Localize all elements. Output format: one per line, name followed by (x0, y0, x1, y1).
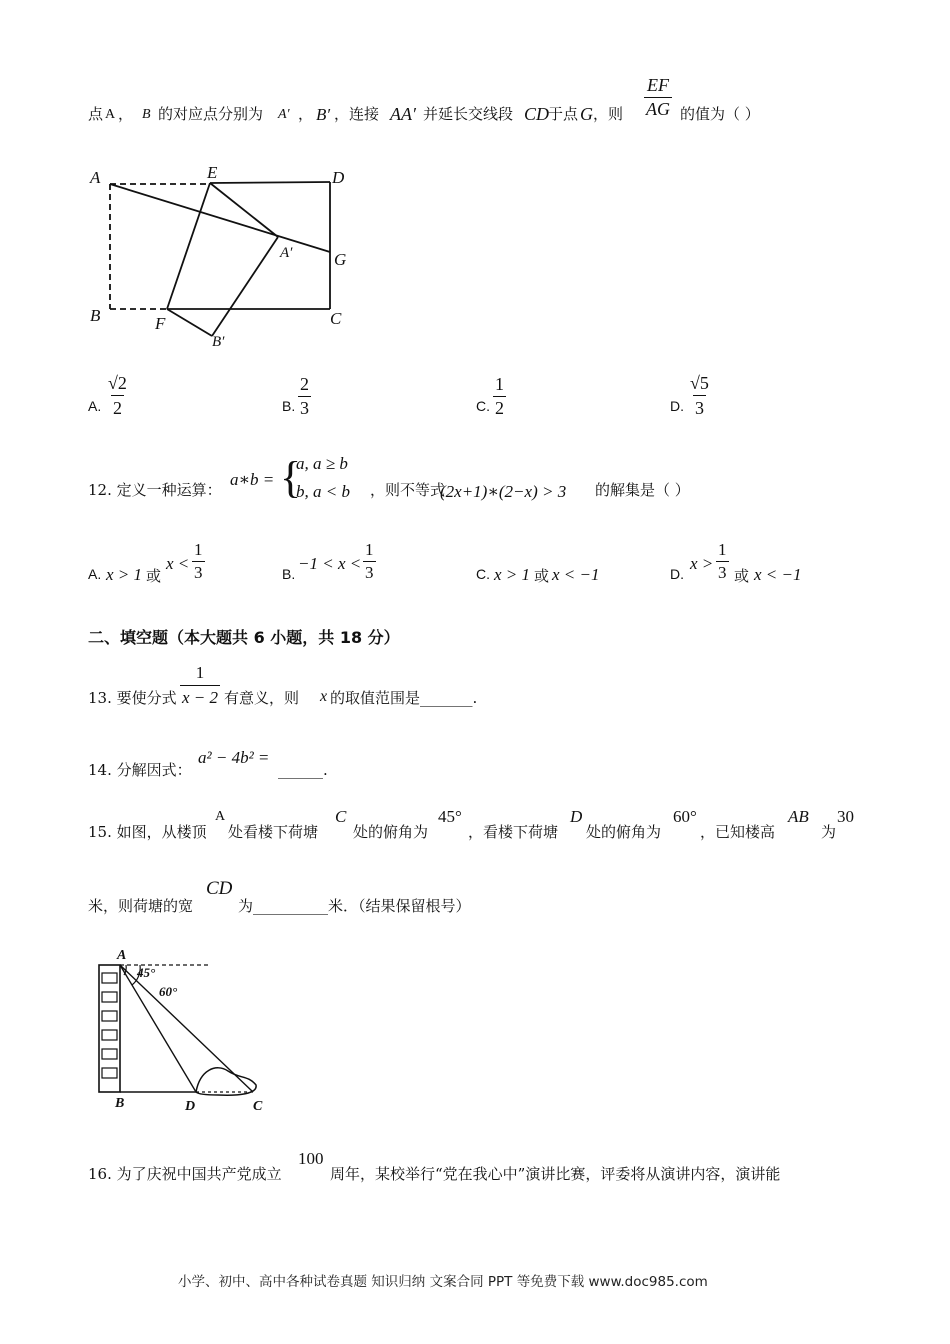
q11-option-a-frac (106, 371, 129, 420)
q12-case-2: b, a < b (296, 482, 350, 501)
q15-text-4: ，看楼下荷塘 (468, 823, 559, 841)
q15-angle-45: 45° (438, 807, 462, 826)
q14-stem (88, 745, 488, 785)
q11-fraction-num: EF (647, 75, 669, 95)
q15-text-5: 处的俯角为 (586, 823, 662, 841)
q12-prefix: 12. 定义一种运算： (88, 481, 222, 499)
q12-option-d[interactable] (670, 537, 840, 589)
q12-option-b-den: 3 (365, 563, 374, 582)
q15-window (102, 1068, 117, 1078)
q12-option-d-text1: x > (690, 554, 714, 573)
q14-suffix: ______. (278, 761, 328, 779)
q15-figure (88, 945, 278, 1117)
q11-option-d-den: 3 (693, 395, 706, 420)
q12-option-a-or: 或 (146, 567, 162, 585)
q11-fig-label-d: D (332, 168, 345, 187)
q12-suffix: 的解集是（ ） (595, 481, 690, 499)
q12-option-b-frac (363, 539, 376, 584)
section-heading: 二、填空题（本大题共 6 小题，共 18 分） (88, 628, 400, 647)
q15-fig-label-a: A (117, 948, 127, 963)
q11-fraction-ef-ag (644, 74, 672, 121)
q15-text-2: 处看楼下荷塘 (228, 823, 319, 841)
q12-option-d-frac (716, 539, 729, 584)
q13-fraction (180, 661, 220, 710)
q11-fig-label-f: F (155, 314, 166, 333)
q11-option-b-den: 3 (300, 398, 309, 418)
q11-edge-ea1 (210, 183, 278, 237)
q12-option-b-text1: −1 < x < (298, 554, 362, 573)
q12-option-c-text1: x > 1 (494, 565, 531, 584)
q11-text-2: 的对应点分别为 (158, 105, 264, 123)
q11-option-b-frac (298, 373, 311, 420)
q15-fig-label-b: B (115, 1096, 125, 1111)
q15-fig-label-c: C (253, 1099, 263, 1114)
q11-text-4: 并延长交线段 (423, 105, 514, 123)
q15-point-c: C (335, 807, 347, 826)
q12-option-a-text1: x > 1 (106, 565, 143, 584)
q15-segment-ab: AB (788, 807, 809, 826)
q11-point-b1: B′ (316, 105, 331, 124)
q15-point-d: D (570, 807, 583, 826)
q16-text-2: 周年，某校举行“党在我心中”演讲比赛，评委将从演讲内容，演讲能 (330, 1165, 781, 1183)
q15-angle-60: 60° (673, 807, 697, 826)
q12-option-a[interactable] (88, 537, 258, 589)
q12-option-c-or: 或 (534, 567, 550, 585)
q13-var: x (320, 688, 328, 705)
q15-text-6: ，已知楼高 (700, 823, 776, 841)
q12-option-c-label: C. (476, 566, 490, 582)
q11-edge-fb1 (167, 309, 212, 336)
q12-option-a-text2: x < (166, 554, 190, 573)
q11-fig-label-a1: A′ (280, 245, 293, 261)
q11-option-a-num: √2 (108, 373, 127, 393)
q13-suffix: 的取值范围是_______. (330, 689, 478, 707)
q11-option-d-frac (688, 371, 711, 420)
q15-stem-line-2 (88, 878, 688, 918)
q12-case-1: a, a ≥ b (296, 454, 348, 473)
q15-stem-line-1 (88, 805, 868, 845)
q11-point-a1: A′ (278, 107, 290, 122)
q12-option-d-num: 1 (718, 540, 727, 559)
q12-option-a-den: 3 (194, 563, 203, 582)
q11-edge-a1b1 (212, 237, 278, 336)
q15-fig-label-45: 45° (137, 965, 156, 980)
q11-figure (85, 160, 365, 355)
q12-option-a-num: 1 (194, 540, 203, 559)
q15-point-a: A (215, 809, 226, 824)
q12-option-d-label: D. (670, 566, 684, 582)
q12-expression: (2x+1)∗(2−x) > 3 (440, 482, 567, 501)
q11-fraction-den: AG (646, 99, 670, 119)
q15-height: 30 (837, 807, 854, 826)
q11-option-c-den: 2 (495, 398, 504, 418)
q16-stem (88, 1148, 868, 1188)
q11-option-d-label: D. (670, 398, 684, 414)
q11-point-b: B (142, 107, 151, 122)
q15-window (102, 1030, 117, 1040)
q11-option-c-num: 1 (495, 374, 504, 394)
q15-window (102, 973, 117, 983)
q15-text-3: 处的俯角为 (353, 823, 429, 841)
q16-text-1: 16. 为了庆祝中国共产党成立 (88, 1165, 282, 1183)
q12-option-d-or: 或 (734, 567, 750, 585)
q15-segment-cd: CD (206, 878, 233, 899)
q14-prefix: 14. 分解因式： (88, 761, 192, 779)
q11-fig-label-a: A (90, 168, 101, 187)
q11-option-a-label: A. (88, 398, 102, 414)
q12-lhs: a∗b = (230, 470, 275, 489)
q12-brace: { (280, 453, 302, 502)
q11-text-5: 于点 (548, 105, 579, 123)
q13-fraction-num: 1 (195, 663, 205, 682)
q11-fig-label-b1: B′ (212, 334, 225, 350)
q11-option-b-num: 2 (300, 374, 309, 394)
q15-sight-line-d (120, 965, 196, 1092)
q11-text-3: ，连接 (334, 105, 380, 123)
q12-option-d-den: 3 (718, 563, 727, 582)
q14-expression: a² − 4b² = (198, 748, 270, 767)
q11-fig-label-c: C (330, 309, 342, 328)
q12-stem (88, 452, 868, 512)
q12-mid: ，则不等式 (370, 481, 446, 499)
q11-option-a[interactable] (88, 369, 208, 419)
footer-text: 小学、初中、高中各种试卷真题 知识归纳 文案合同 PPT 等免费下载 www.doc985.com (178, 1274, 708, 1290)
q11-point-a: A (105, 107, 116, 122)
q13-fraction-den: x − 2 (180, 685, 220, 710)
q15-fig-label-60: 60° (159, 984, 178, 999)
q11-option-c[interactable] (476, 369, 596, 419)
q11-edge-ed (210, 182, 330, 183)
q11-option-d-num: √5 (690, 373, 709, 393)
q11-line-ag (110, 184, 330, 252)
q11-segment-aa1: AA′ (390, 104, 416, 124)
q11-fig-label-e: E (207, 163, 218, 182)
q15-window (102, 1011, 117, 1021)
q11-option-d[interactable] (670, 369, 790, 419)
q11-option-b-label: B. (282, 398, 296, 414)
q16-number: 100 (298, 1149, 324, 1168)
q12-option-c-text2: x < −1 (552, 565, 600, 584)
q11-point-g: G (580, 104, 593, 124)
q11-fig-label-b: B (90, 306, 101, 325)
q15-text-8: 米，则荷塘的宽 (88, 897, 194, 915)
q11-edge-fe (167, 183, 210, 309)
q12-option-d-text2: x < −1 (754, 565, 802, 584)
q15-text-9: 为__________米．（结果保留根号） (238, 897, 471, 915)
q11-option-b[interactable] (282, 369, 402, 419)
q11-option-a-den: 2 (111, 395, 124, 420)
q12-option-a-label: A. (88, 566, 102, 582)
q12-option-c[interactable] (476, 537, 646, 589)
q11-text-7: 的值为（ ） (680, 105, 760, 123)
q15-window (102, 1049, 117, 1059)
q15-fig-label-d: D (185, 1099, 196, 1114)
q15-window (102, 992, 117, 1002)
q12-option-b[interactable] (282, 537, 452, 589)
q11-option-c-label: C. (476, 398, 490, 414)
q12-option-b-num: 1 (365, 540, 374, 559)
q11-fig-label-g: G (334, 250, 347, 269)
q13-prefix: 13. 要使分式 (88, 689, 177, 707)
q11-sep-1: ， (118, 105, 134, 123)
q15-pond (196, 1068, 256, 1095)
q15-text-7: 为 (821, 823, 837, 841)
q12-option-a-frac (192, 539, 205, 584)
q11-text-6: ，则 (593, 105, 624, 123)
q12-option-b-label: B. (282, 566, 296, 582)
q11-sep-2: ， (298, 105, 314, 123)
q13-mid: 有意义，则 (224, 689, 300, 707)
q13-stem (88, 660, 688, 710)
q15-text-1: 15. 如图，从楼顶 (88, 823, 207, 841)
q11-option-c-frac (493, 373, 506, 420)
q11-segment-cd: CD (524, 104, 550, 124)
q11-text-1: 点 (88, 105, 104, 123)
